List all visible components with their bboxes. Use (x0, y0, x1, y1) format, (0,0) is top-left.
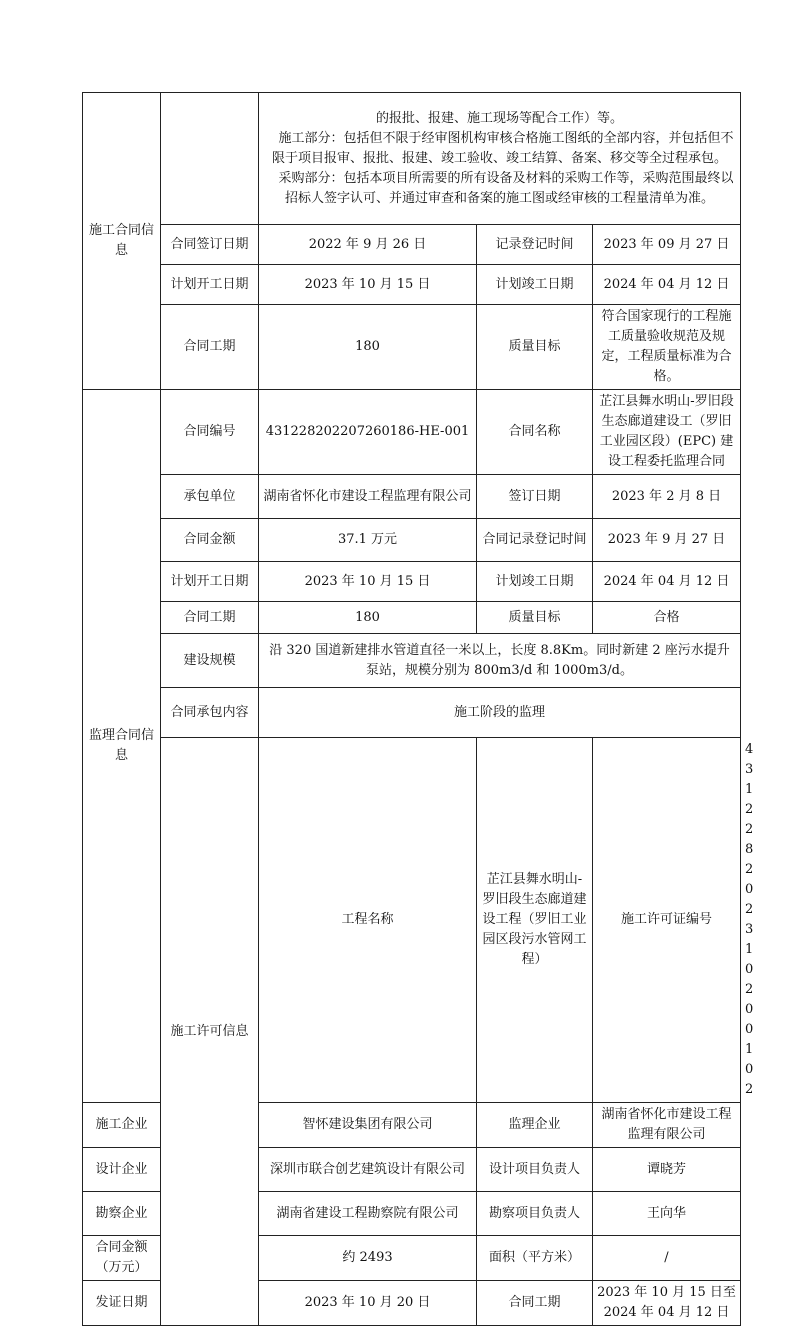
plan-start-value: 2023 年 10 月 15 日 (259, 562, 477, 602)
blank-cell (161, 93, 259, 225)
survey-company-value: 湖南省建设工程勘察院有限公司 (259, 1192, 477, 1236)
amount-label: 合同金额（万元） (83, 1236, 161, 1281)
record-time-label: 记录登记时间 (477, 225, 593, 265)
survey-lead-label: 勘察项目负责人 (477, 1192, 593, 1236)
quality-value: 符合国家现行的工程施工质量验收规范及规定，工程质量标准为合格。 (593, 305, 741, 390)
contract-name-label: 合同名称 (477, 390, 593, 475)
scope-line-3: 采购部分：包括本项目所需要的所有设备及材料的采购工作等，采购范围最终以招标人签字认可、并通过审查和备案的施工图或经审核的工程量清单为准。 (278, 170, 734, 206)
period-value: 180 (259, 602, 477, 634)
plan-finish-value: 2024 年 04 月 12 日 (593, 265, 741, 305)
sign-date-label: 合同签订日期 (161, 225, 259, 265)
scale-value: 沿 320 国道新建排水管道直径一米以上，长度 8.8Km。同时新建 2 座污水提升泵站，规模分别为 800m3/d 和 1000m3/d。 (259, 634, 741, 688)
project-info-table: 施工合同信息 的报批、报建、施工现场等配合工作）等。 施工部分：包括但不限于经审图机构审核合格施工图纸的全部内容，并包括但不限于项目报审、报批、报建、竣工验收、竣工结算、备案、移交等全过程承包。 采购部分：包括本项目所需要的所有设备及材料的采购工作等，采购范围最终以招标人签字认可、并通过审查和备案的施工图或经审核的工程量清单为准。 合同签订日期 2022 年 9 月 26 日 记录登记时间 2023 年 09 月 27 日 计划开工日期 2023 年 10 月 15 日 计划竣工日期 2024 年 04 月 12 日 合同工期 180 质量目标 符合国家现行的工程施工质量验收规范及规定，工程质量标准为合格。 监理合同信息 合同编号 431228202207260186-HE-001 合同名称 芷江县舞水明山-罗旧段生态廊道建设工（罗旧工业园区段）(EPC) 建设工程委托监理合同 承包单位 湖南省怀化市建设工程监理有限公司 签订日期 2023 年 2 月 8 日 合同金额 37.1 万元 合同记录登记时间 2023 年 9 月 27 日 计划开工日期 2023 年 10 月 15 日 计划竣工日期 2024 年 04 月 12 日 合同工期 180 质量目标 合格 建设规模 沿 320 国道新建排水管道直径一米以上，长度 8.8Km。同时新建 2 座污水提升泵站，规模分别为 800m3/d 和 1000m3/d。 合同承包内容 施工阶段的监理 施工许可信息 工程名称 芷江县舞水明山-罗旧段生态廊道建设工程（罗旧工业园区段污水管网工程） 施工许可证编号 431228202310200102 施工企业 智怀建设集团有限公司 监理企业 湖南省怀化市建设工程监理有限公司 设计企业 深圳市联合创艺建筑设计有限公司 设计项目负责人 谭晓芳 勘察企业 湖南省建设工程勘察院有限公司 勘察项目负责人 王向华 合同金额（万元） 约 2493 面积（平方米） / 发证日期 2023 年 10 月 20 日 合同工期 2023 年 10 月 15 日至 2024 年 04 月 12 日 (82, 92, 741, 1326)
construction-company-value: 智怀建设集团有限公司 (259, 1103, 477, 1148)
supervision-company-label: 监理企业 (477, 1103, 593, 1148)
project-name-value: 芷江县舞水明山-罗旧段生态廊道建设工程（罗旧工业园区段污水管网工程） (477, 738, 593, 1103)
sign-date-value: 2023 年 2 月 8 日 (593, 475, 741, 519)
quality-label: 质量目标 (477, 602, 593, 634)
period-value: 2023 年 10 月 15 日至 2024 年 04 月 12 日 (593, 1281, 741, 1326)
issue-date-label: 发证日期 (83, 1281, 161, 1326)
supervision-contract-section-title: 监理合同信息 (83, 390, 161, 1103)
contractor-label: 承包单位 (161, 475, 259, 519)
scope-line-2: 施工部分：包括但不限于经审图机构审核合格施工图纸的全部内容，并包括但不限于项目报审、报批、报建、竣工验收、竣工结算、备案、移交等全过程承包。 (271, 130, 734, 166)
construction-contract-section-title: 施工合同信息 (83, 93, 161, 390)
construction-permit-section-title: 施工许可信息 (161, 738, 259, 1326)
contractor-value: 湖南省怀化市建设工程监理有限公司 (259, 475, 477, 519)
sign-date-label: 签订日期 (477, 475, 593, 519)
period-label: 合同工期 (161, 305, 259, 390)
scale-label: 建设规模 (161, 634, 259, 688)
amount-value: 37.1 万元 (259, 519, 477, 562)
content-label: 合同承包内容 (161, 688, 259, 738)
period-label: 合同工期 (161, 602, 259, 634)
content-value: 施工阶段的监理 (259, 688, 741, 738)
record-time-value: 2023 年 09 月 27 日 (593, 225, 741, 265)
project-name-label: 工程名称 (259, 738, 477, 1103)
design-company-label: 设计企业 (83, 1148, 161, 1192)
contract-scope-text (259, 93, 741, 225)
area-label: 面积（平方米） (477, 1236, 593, 1281)
amount-label: 合同金额 (161, 519, 259, 562)
sign-date-value: 2022 年 9 月 26 日 (259, 225, 477, 265)
plan-start-label: 计划开工日期 (161, 265, 259, 305)
design-company-value: 深圳市联合创艺建筑设计有限公司 (259, 1148, 477, 1192)
plan-start-value: 2023 年 10 月 15 日 (259, 265, 477, 305)
permit-no-label: 施工许可证编号 (593, 738, 741, 1103)
design-lead-label: 设计项目负责人 (477, 1148, 593, 1192)
amount-value: 约 2493 (259, 1236, 477, 1281)
construction-company-label: 施工企业 (83, 1103, 161, 1148)
survey-company-label: 勘察企业 (83, 1192, 161, 1236)
contract-no-label: 合同编号 (161, 390, 259, 475)
issue-date-value: 2023 年 10 月 20 日 (259, 1281, 477, 1326)
plan-finish-value: 2024 年 04 月 12 日 (593, 562, 741, 602)
contract-no-value: 431228202207260186-HE-001 (259, 390, 477, 475)
plan-finish-label: 计划竣工日期 (477, 562, 593, 602)
quality-value: 合格 (593, 602, 741, 634)
record-time-label: 合同记录登记时间 (477, 519, 593, 562)
scope-line-1: 的报批、报建、施工现场等配合工作）等。 (375, 110, 623, 126)
record-time-value: 2023 年 9 月 27 日 (593, 519, 741, 562)
supervision-company-value: 湖南省怀化市建设工程监理有限公司 (593, 1103, 741, 1148)
contract-name-value: 芷江县舞水明山-罗旧段生态廊道建设工（罗旧工业园区段）(EPC) 建设工程委托监理合同 (593, 390, 741, 475)
area-value: / (593, 1236, 741, 1281)
period-label: 合同工期 (477, 1281, 593, 1326)
quality-label: 质量目标 (477, 305, 593, 390)
plan-start-label: 计划开工日期 (161, 562, 259, 602)
period-value: 180 (259, 305, 477, 390)
survey-lead-value: 王向华 (593, 1192, 741, 1236)
plan-finish-label: 计划竣工日期 (477, 265, 593, 305)
design-lead-value: 谭晓芳 (593, 1148, 741, 1192)
